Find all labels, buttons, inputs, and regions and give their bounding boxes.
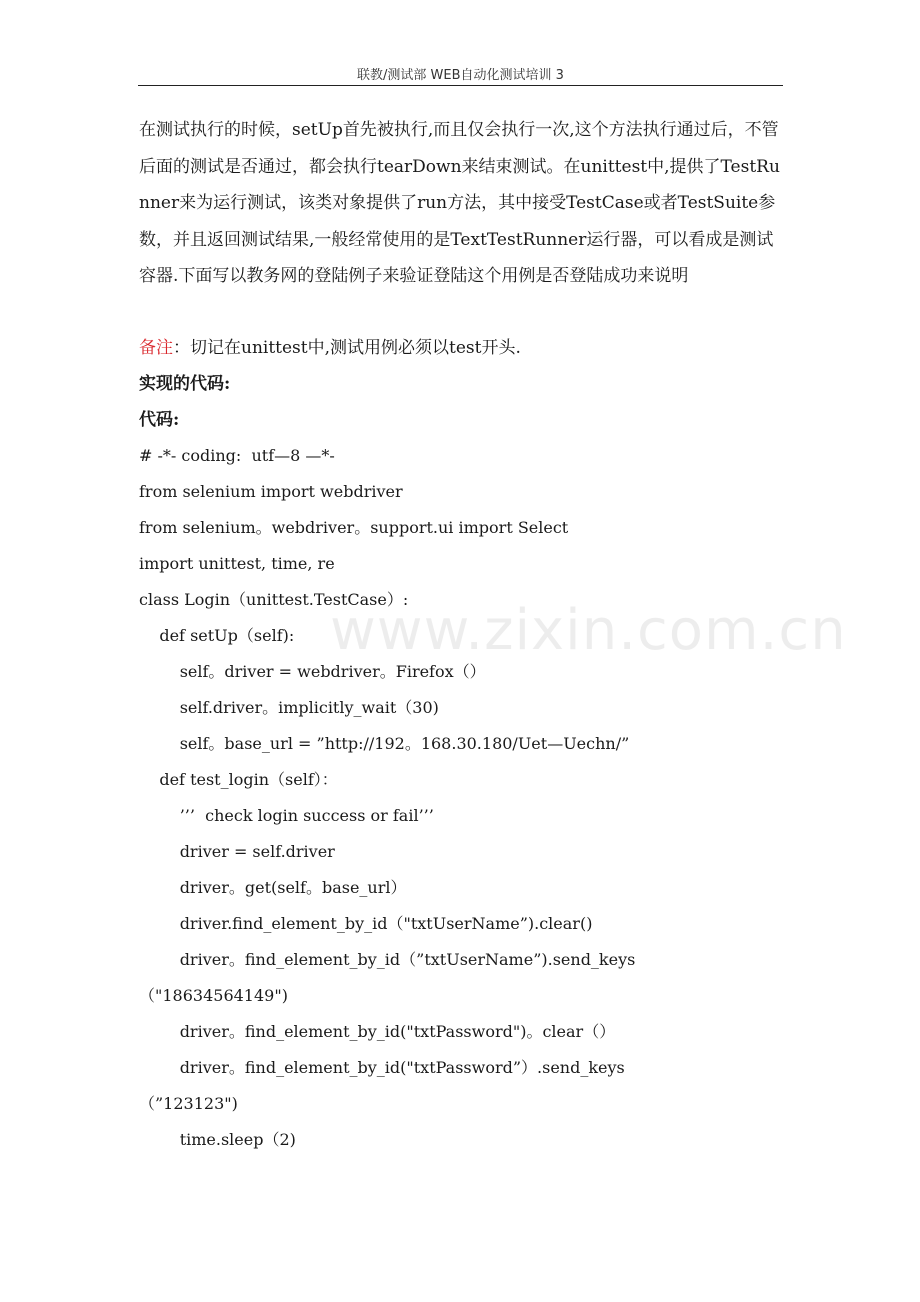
code-line: time.sleep（2) — [139, 1130, 296, 1149]
code-line: class Login（unittest.TestCase）: — [139, 590, 409, 609]
code-line: driver。find_element_by_id("txtPassword”）.send_keys — [139, 1058, 625, 1077]
code-heading: 代码: — [139, 410, 180, 430]
code-line: driver.find_element_by_id（"txtUserName”).clear() — [139, 914, 593, 933]
note-text: ：切记在unittest中,测试用例必须以test开头. — [173, 338, 521, 358]
code-line: self。driver = webdriver。Firefox（） — [139, 662, 486, 681]
note-label: 备注 — [139, 338, 173, 358]
note-line — [139, 330, 784, 366]
code-line: driver = self.driver — [139, 842, 335, 861]
body-paragraph: 在测试执行的时候，setUp首先被执行,而且仅会执行一次,这个方法执行通过后，不管后面的测试是否通过，都会执行tearDown来结束测试。在unittest中,提供了TestRunner来为运行测试，该类对象提供了run方法，其中接受TestCase或者TestSuite参数，并且返回测试结果,一般经常使用的是TextTestRunner运行器，可以看成是测试容器.下面写以教务网的登陆例子来验证登陆这个用例是否登陆成功来说明 — [139, 120, 780, 286]
code-line: self。base_url = ”http://192。168.30.180/Uet—Uechn/” — [139, 734, 630, 753]
watermark: www.zixin.com.cn — [330, 598, 847, 663]
code-line: （"18634564149") — [139, 986, 288, 1005]
code-line: driver。find_element_by_id("txtPassword")。clear（） — [139, 1022, 616, 1041]
code-line: def setUp（self): — [139, 626, 295, 645]
header-divider — [138, 85, 783, 86]
code-line: self.driver。implicitly_wait（30) — [139, 698, 439, 717]
code-line: import unittest, time, re — [139, 554, 335, 573]
code-line: driver。find_element_by_id（”txtUserName”).send_keys — [139, 950, 636, 969]
page-header: 联教/测试部 WEB自动化测试培训 3 — [357, 68, 564, 83]
code-line: # -*- coding: utf—8 —*- — [139, 446, 335, 465]
code-line: （”123123") — [139, 1094, 238, 1113]
code-line: driver。get(self。base_url） — [139, 878, 407, 897]
implementation-heading: 实现的代码: — [139, 374, 231, 394]
code-line: ’’’ check login success or fail’’’ — [139, 806, 434, 825]
code-line: from selenium import webdriver — [139, 482, 403, 501]
code-line: from selenium。webdriver。support.ui import Select — [139, 518, 569, 537]
code-line: def test_login（self）： — [139, 770, 338, 789]
